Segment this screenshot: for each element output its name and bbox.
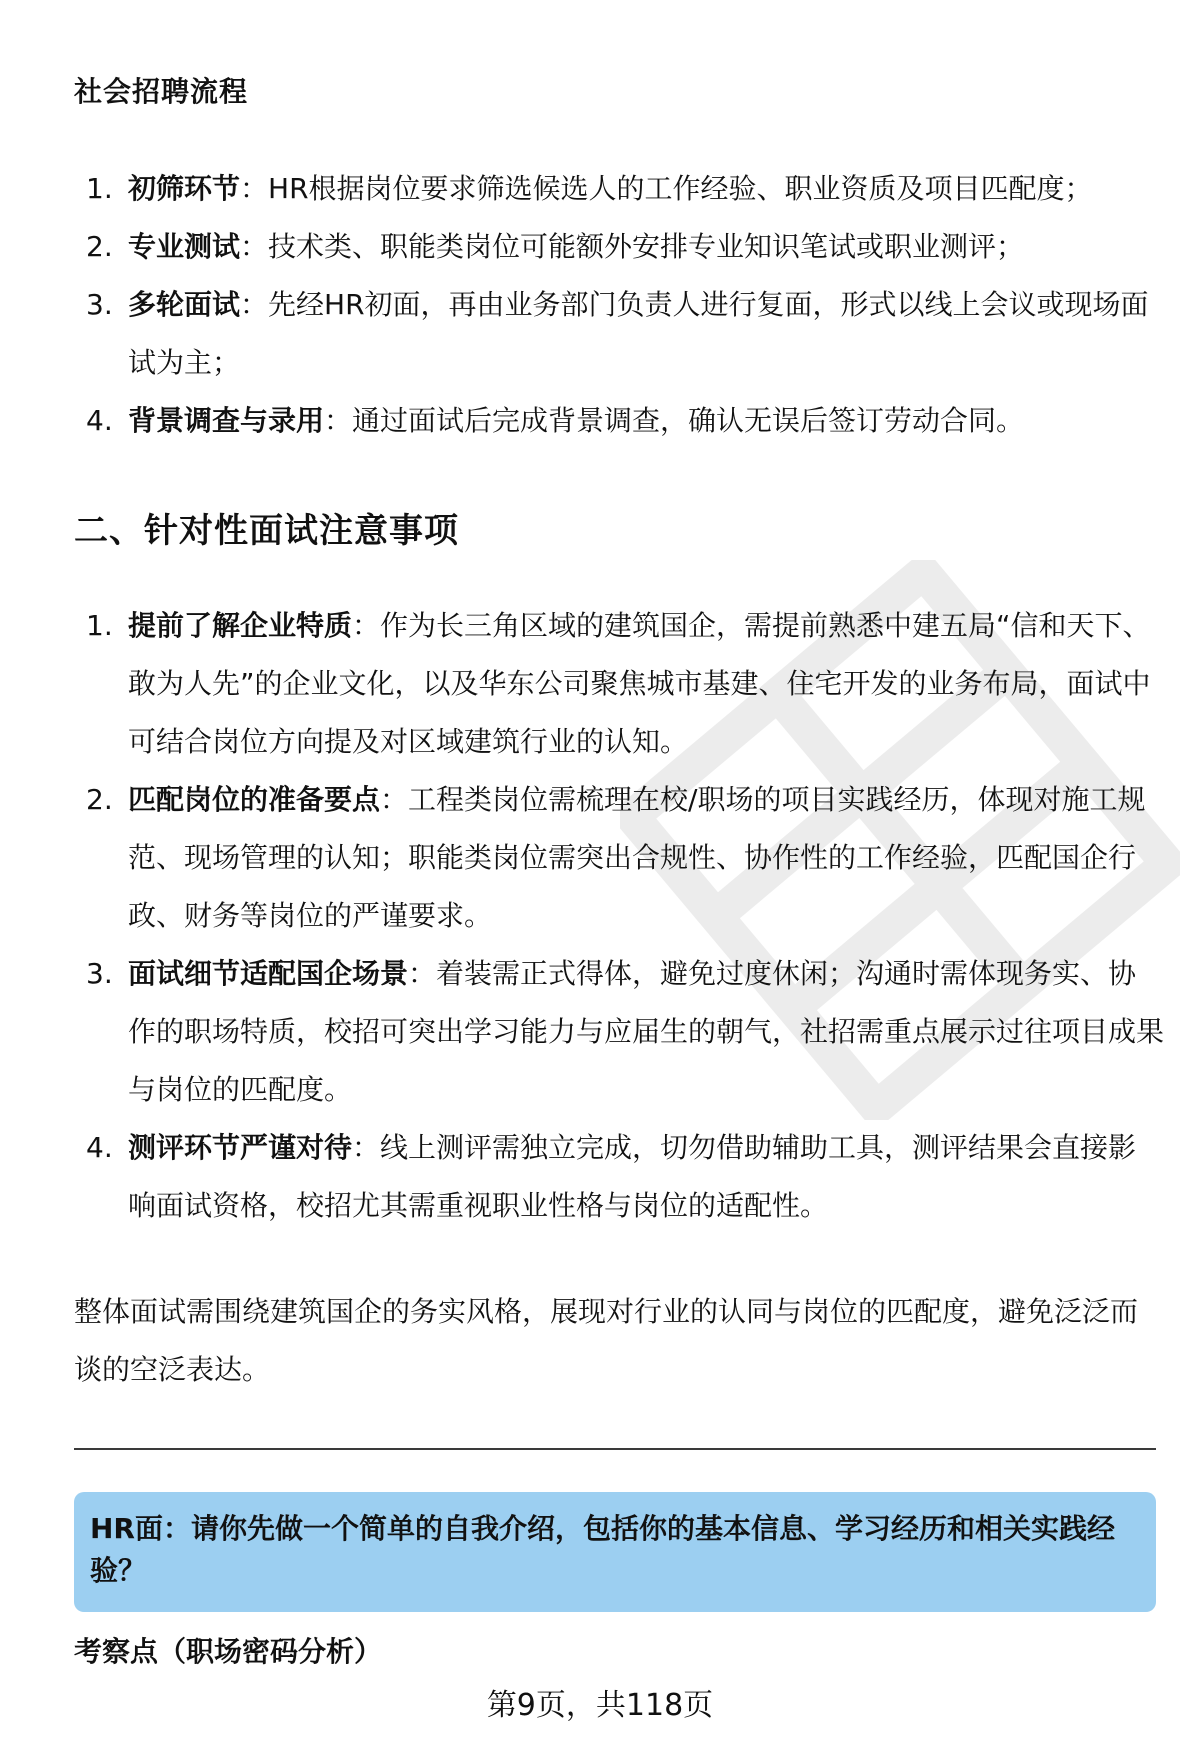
- interview-notes-list: [74, 597, 1164, 1235]
- question-box: HR面：请你先做一个简单的自我介绍，包括你的基本信息、学习经历和相关实践经验？: [74, 1492, 1156, 1612]
- list-item: [74, 160, 1164, 218]
- item-text: ：线上测评需独立完成，切勿借助辅助工具，测评结果会直接影响面试资格，校招尤其需重视职业性格与岗位的适配性。: [128, 1131, 1137, 1222]
- item-label: 面试细节适配国企场景: [128, 957, 409, 990]
- list-item: [74, 1119, 1164, 1235]
- item-label: 匹配岗位的准备要点: [128, 783, 381, 816]
- item-number: 2.: [86, 783, 113, 816]
- item-number: 1.: [86, 172, 113, 205]
- item-number: 3.: [86, 957, 113, 990]
- item-label: 专业测试: [128, 230, 241, 263]
- summary-paragraph: 整体面试需围绕建筑国企的务实风格，展现对行业的认同与岗位的匹配度，避免泛泛而谈的空泛表达。: [74, 1295, 1139, 1386]
- item-label: 提前了解企业特质: [128, 609, 353, 642]
- item-label: 测评环节严谨对待: [128, 1131, 353, 1164]
- list-item: [74, 771, 1164, 945]
- item-text: ：先经HR初面，再由业务部门负责人进行复面，形式以线上会议或现场面试为主；: [128, 288, 1149, 379]
- horizontal-divider: [74, 1448, 1156, 1450]
- item-text: ：通过面试后完成背景调查，确认无误后签订劳动合同。: [324, 404, 1025, 437]
- social-recruitment-list: [74, 160, 1164, 450]
- item-number: 1.: [86, 609, 113, 642]
- list-item: [74, 218, 1164, 276]
- item-text: ：作为长三角区域的建筑国企，需提前熟悉中建五局“信和天下、敢为人先”的企业文化，以及华东公司聚焦城市基建、住宅开发的业务布局，面试中可结合岗位方向提及对区域建筑行业的认知。: [128, 609, 1151, 758]
- item-text: ：着装需正式得体，避免过度休闲；沟通时需体现务实、协作的职场特质，校招可突出学习能力与应届生的朝气，社招需重点展示过往项目成果与岗位的匹配度。: [128, 957, 1165, 1106]
- item-number: 2.: [86, 230, 113, 263]
- item-number: 4.: [86, 1131, 113, 1164]
- item-label: 初筛环节: [128, 172, 241, 205]
- page-number: 第9页，共118页: [486, 1688, 714, 1723]
- social-recruitment-title: 社会招聘流程: [74, 75, 249, 108]
- item-label: 背景调查与录用: [128, 404, 325, 437]
- item-text: ：工程类岗位需梳理在校/职场的项目实践经历，体现对施工规范、现场管理的认知；职能类岗位需突出合规性、协作性的工作经验，匹配国企行政、财务等岗位的严谨要求。: [128, 783, 1146, 932]
- item-number: 3.: [86, 288, 113, 321]
- item-text: ：HR根据岗位要求筛选候选人的工作经验、职业资质及项目匹配度；: [240, 172, 1093, 205]
- item-label: 多轮面试: [128, 288, 241, 321]
- section-heading: 二、针对性面试注意事项: [74, 511, 459, 551]
- list-item: [74, 945, 1164, 1119]
- item-text: ：技术类、职能类岗位可能额外安排专业知识笔试或职业测评；: [240, 230, 1025, 263]
- list-item: [74, 276, 1164, 392]
- analysis-title: 考察点（职场密码分析）: [74, 1635, 383, 1668]
- list-item: [74, 597, 1164, 771]
- list-item: [74, 392, 1164, 450]
- item-number: 4.: [86, 404, 113, 437]
